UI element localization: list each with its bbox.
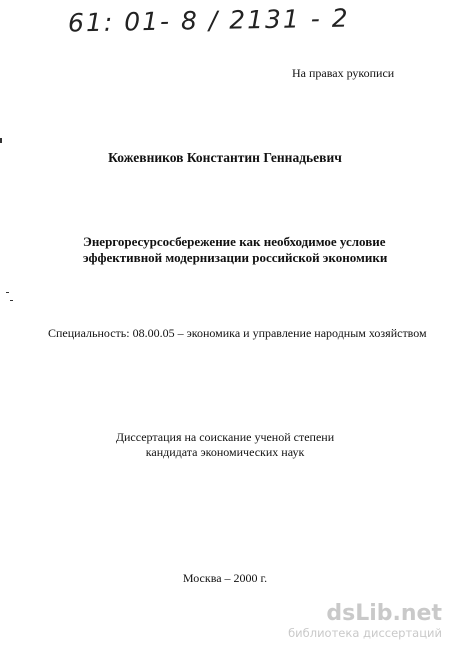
watermark-subtitle: библиотека диссертаций bbox=[288, 626, 442, 640]
title-line: эффективной модернизации российской экономики bbox=[83, 250, 388, 265]
watermark-logo: dsLib.net bbox=[326, 601, 442, 626]
place-and-year: Москва – 2000 г. bbox=[182, 571, 268, 585]
degree-line: кандидата экономических наук bbox=[145, 445, 305, 459]
scan-speck bbox=[6, 292, 9, 293]
degree-statement bbox=[0, 430, 450, 460]
scan-speck bbox=[0, 138, 2, 143]
specialty-line: Специальность: 08.00.05 – экономика и управление народным хозяйством bbox=[48, 326, 427, 340]
title-line: Энергоресурсосбережение как необходимое условие bbox=[83, 234, 386, 249]
handwritten-catalog-number: 61: 01- 8 / 2131 - 2 bbox=[67, 3, 350, 38]
scan-speck bbox=[10, 300, 13, 301]
dissertation-title bbox=[83, 234, 387, 266]
degree-line: Диссертация на соискание ученой степени bbox=[115, 430, 335, 444]
author-name: Кожевников Константин Геннадьевич bbox=[108, 150, 342, 165]
watermark bbox=[288, 602, 442, 640]
rights-note: На правах рукописи bbox=[292, 66, 395, 80]
